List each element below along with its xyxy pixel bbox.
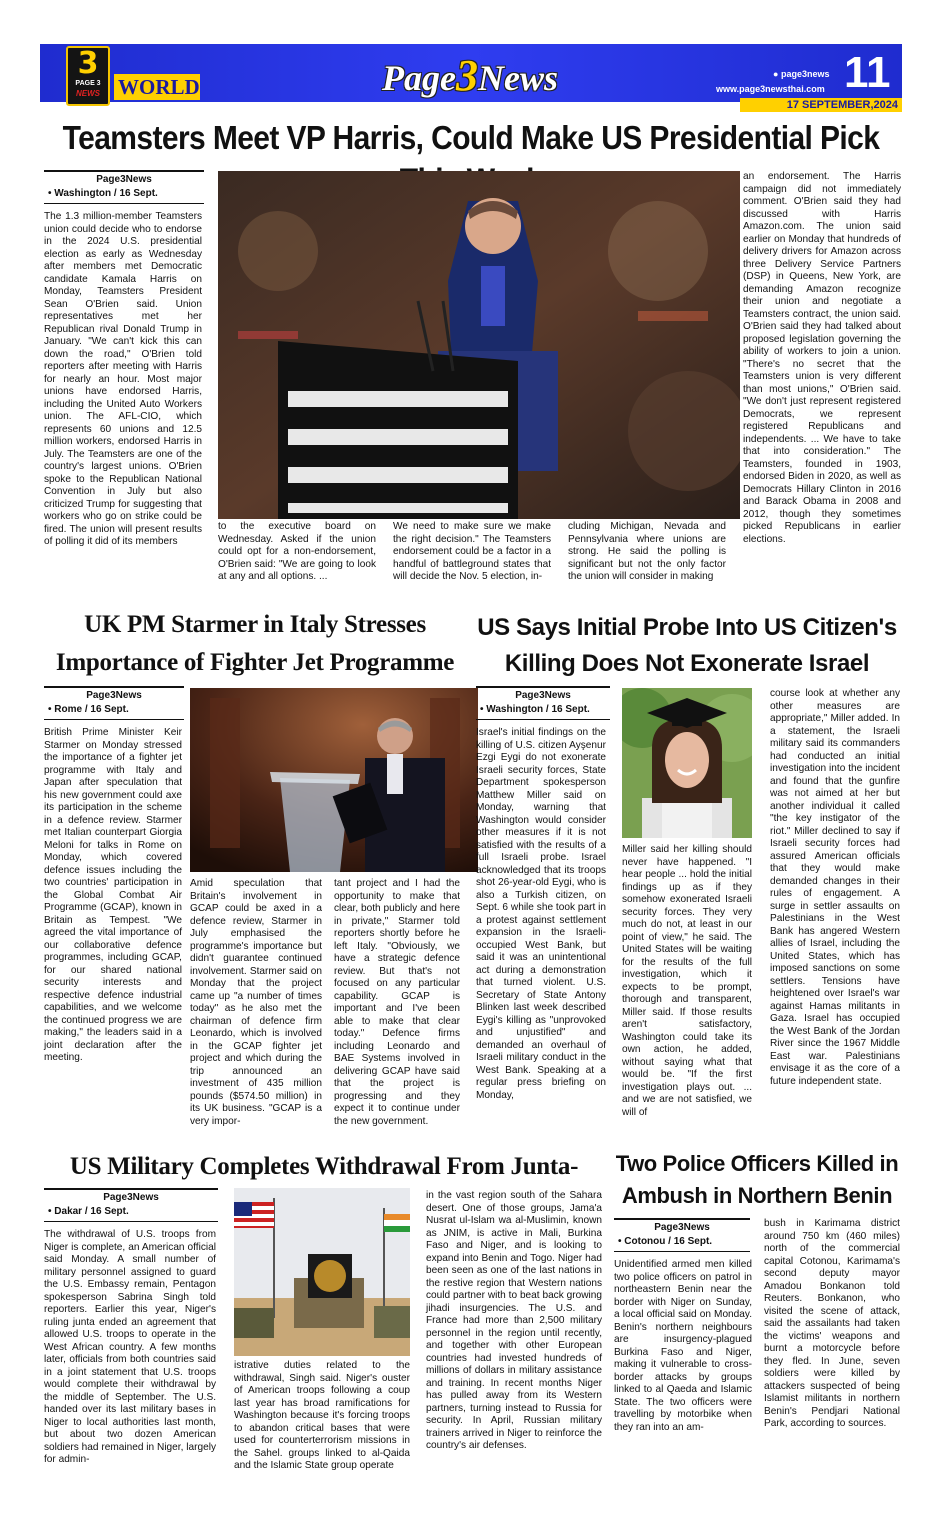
story4-col1: The withdrawal of U.S. troops from Niger is complete, an American official said Monday. A small number of military personnel assigned to guard the U.S. Embassy remain, Pentagon spokesperson Sabrina Singh told reporters. Earlier this year, Niger's ruling junta ended an agreement that allowed U.S. troops to operate in the West African country. A few months later, officials from both countries said in a joint statement that U.S. troops would complete their withdrawal by the middle of September. The U.S. handed over its last military bases in Niger to local authorities last month, but about two dozen American soldiers had remained in Niger, largely for admin- xyxy=(44,1229,216,1465)
facebook-icon: ● xyxy=(773,69,779,79)
story3-col2: Miller said her killing should never have happened. "I hear people ... hold the initial findings up as if they somehow exonerated Israeli security forces. They very much do not, at least in our point of view," he said. The United States will be waiting for the results of the full investigation, which it expects to be prompt, thorough and transparent, Miller said. If those results aren't satisfactory, Washington could take its own action, he added, without saying what that would be. "If the first investigation plays out. ... and we are not satisfied, we will of xyxy=(622,844,752,1118)
story2-agency: Page3News xyxy=(86,690,142,701)
social-text: page3news xyxy=(780,69,830,79)
story4-headline: US Military Completes Withdrawal From Junta- xyxy=(69,1153,579,1180)
story1-headline: Teamsters Meet VP Harris, Could Make US Presidential Pick xyxy=(62,119,880,157)
story1-agency: Page3News xyxy=(96,174,152,185)
story4-photo-flags-base xyxy=(234,1188,410,1356)
brand-num: 3 xyxy=(455,51,478,100)
story2-headline xyxy=(50,606,460,682)
story1-col3: We need to make sure we make the right decision." The Teamsters endorsement could be a factor in a handful of battleground states that will decide the Nov. 5 election, in- xyxy=(393,521,551,582)
story3-photo-graduate-portrait xyxy=(622,688,752,838)
story4-col3: in the vast region south of the Sahara desert. One of those groups, Jama'a Nusrat ul-Islam wa al-Muslimin, known as JNIM, is active in Mali, Burkina Faso and Niger, and is looking to expand into Benin and Togo. Niger had been seen as one of the last nations in the restive region that Western nations could partner with to beat back growing jihadi insurgencies. The U.S. and France had more than 2,500 military personnel in the region until recently, and together with other European countries had invested hundreds of millions of dollars in military assistance and training. In recent months Niger has pulled away from its Western partners, turning instead to Russia for security. In April, Russian military trainers arrived in Niger to reinforce the country's air defenses. xyxy=(426,1190,602,1451)
story4-agency: Page3News xyxy=(103,1192,159,1203)
story4-col2: istrative duties related to the withdrawal, Singh said. Niger's ouster of American troops following a coup last year has broad ramifications for Washington because it's forcing troops to abandon critical bases that were used for counterterrorism missions in the Sahel. groups linked to al-Qaida and the Islamic State group operate xyxy=(234,1360,410,1471)
masthead xyxy=(40,40,902,112)
story1-photo-speaker-podium xyxy=(218,171,740,519)
story5-headline-line2: Ambush in Northern Benin xyxy=(621,1183,893,1208)
brand-title xyxy=(340,50,600,101)
website-url: www.page3newsthai.com xyxy=(716,84,825,94)
story3-headline-line2: Killing Does Not Exonerate Israel xyxy=(504,650,870,677)
story5-col1: Unidentified armed men killed two police officers on patrol in northeastern Benin near the border with Niger on Sunday, a local official said on Monday. Benin's northern neighbours are insurgency-plagued Burkina Faso and Niger, making it vulnerable to cross-border attacks by groups linked to al Qaeda and Islamic State. The two officers were travelling by motorbike when they ran into an am- xyxy=(614,1259,752,1433)
story2-headline-line2: Importance of Fighter Jet Programme xyxy=(55,649,455,676)
story4-dateline: • Dakar / 16 Sept. xyxy=(48,1206,129,1217)
issue-date: 17 SEPTEMBER,2024 xyxy=(740,98,902,112)
story5-headline-line1: Two Police Officers Killed in xyxy=(615,1151,899,1176)
story1-col4: cluding Michigan, Nevada and Pennsylvania where unions are strong. He said the polling is significant but not the only factor the union will consider in making xyxy=(568,521,726,582)
logo-number: 3 xyxy=(77,46,99,81)
logo-line1: PAGE 3 xyxy=(75,80,101,87)
story3-headline-line1: US Says Initial Probe Into US Citizen's xyxy=(477,614,897,641)
story3-headline xyxy=(472,610,902,682)
story1-col1: The 1.3 million-member Teamsters union could decide who to endorse in the 2024 U.S. presidential election as early as Wednesday after members met Democratic candidate Kamala Harris on Monday, Teamsters President Sean O'Brien said. Union representatives met her Republican rival Donald Trump in January. "We can't kick this can down the road," O'Brien told reporters after meeting with Harris for nearly an hour. Most major unions have endorsed Harris, including the United Auto Workers union. The AFL-CIO, which represents 60 unions and 12.5 million workers, endorsed Harris in July. The Teamsters are one of the country's largest unions. O'Brien spoke to the Republican National Convention in July but also criticized Trump for suggesting that workers who go on strike could be fired. The union will present results of polling it did of its members xyxy=(44,211,202,547)
page-number: 11 xyxy=(844,48,891,97)
story5-headline xyxy=(612,1148,902,1212)
story5-agency: Page3News xyxy=(654,1222,710,1233)
story2-dateline: • Rome / 16 Sept. xyxy=(48,704,129,715)
story3-agency: Page3News xyxy=(515,690,571,701)
story5-byline xyxy=(614,1218,750,1252)
story2-col1: British Prime Minister Keir Starmer on Monday stressed the importance of a fighter jet programme with Italy and Japan after speculation that his new government could axe its participation in the scheme in a defence review. Starmer met Italian counterpart Giorgia Meloni for talks in Rome on Monday, which covered defence issues including the two countries' participation in the Global Combat Air Programme (GCAP), known in Britain as Tempest. "We agreed the vital importance of our collaborative defence programmes, including GCAP, for our shared national security interests and respective defence industrial capabilities, and we welcome the continued progress we are making," the leaders said in a joint declaration after the meeting. xyxy=(44,727,182,1063)
brand-right: News xyxy=(477,58,558,98)
story2-photo-starmer-lectern xyxy=(190,688,478,872)
social-handle xyxy=(773,69,829,79)
story4-byline xyxy=(44,1188,218,1222)
story2-byline xyxy=(44,686,184,720)
section-label: WORLD xyxy=(114,74,200,100)
story3-col3: course look at whether any other measures are appropriate," Miller added. In a statement, the Israeli military said its commanders had conducted an initial investigation into the incident and found that the gunfire was not aimed at her but another individual it called "the key instigator of the riot." Miller declined to say if Israeli security forces had assured American officials that they would make demanded changes in their rules of engagement. A surge in settler assaults on Palestinians in the West Bank has angered Western allies of Israel, including the United States, which has imposed sanctions on some settlers. Tensions have heightened over Israel's war against Hamas militants in Gaza. Israel has occupied the West Bank of the Jordan River since the 1967 Middle East war. Palestinians envisage it as the core of a future independent state. xyxy=(770,688,900,1087)
newspaper-page xyxy=(40,40,902,1520)
brand-left: Page xyxy=(382,58,456,98)
story2-col2: Amid speculation that Britain's involvement in GCAP could be axed in a defence review, Starmer in July emphasised the programme's importance but didn't guarantee continued involvement. Starmer said on Monday that the project came up "a number of times today" as he also met the chairman of defence firm Leonardo, which is involved in the GCAP fighter jet project and which during the trip announced an investment of 435 million pounds ($574.50 million) in its UK business. "GCAP is a very impor- xyxy=(190,878,322,1127)
logo-line2: NEWS xyxy=(76,89,100,98)
story1-col2: to the executive board on Wednesday. Asked if the union could opt for a non-endorsement, O'Brien said: "We are going to look at any and all options. ... xyxy=(218,521,376,582)
story1-col5: an endorsement. The Harris campaign did not immediately comment. O'Brien said they had discussed with Harris Amazon.com. The union said earlier on Monday that hundreds of delivery drivers for Amazon across three Delivery Service Partners (DSP) in Queens, New York, are demanding Amazon recognize their union and negotiate a Teamsters contract, the union said. O'Brien said they had talked about proposed legislation governing the ability of workers to join a union. "There's no secret that the Teamsters union is very different than most unions," O'Brien said. "We don't just represent registered Democrats, we represent registered Republicans and independents. ... We have to take that into consideration." The Teamsters, founded in 1903, endorsed Biden in 2020, as well as Democrats Hillary Clinton in 2016 and Barack Obama in 2008 and 2012, though they sometimes picked Republicans in earlier elections. xyxy=(743,171,901,545)
story1-dateline: • Washington / 16 Sept. xyxy=(48,188,158,199)
story1-byline xyxy=(44,170,204,204)
story5-col2: bush in Karimama district around 750 km (460 miles) north of the commercial capital Cotonou, Karimama's second deputy mayor Amadou Bonkanon told Reuters. Bonkanon, who visited the scene of attack, said the assailants had taken the victims' weapons and burnt a motorcycle before they fled. In June, seven soldiers were killed by attackers suspected of being Islamist militants in northern Benin's Pendjari National Park, according to sources. xyxy=(764,1218,900,1429)
page3-logo xyxy=(66,46,110,106)
story5-dateline: • Cotonou / 16 Sept. xyxy=(618,1236,713,1247)
story3-col1: Israel's initial findings on the killing of U.S. citizen Ayşenur Ezgi Eygi do not exonerate Israeli security forces, State Department spokesperson Matthew Miller said on Monday, warning that Washington would consider other measures if it is not satisfied with the results of a full Israeli probe. Israel acknowledged that its troops shot 26-year-old Eygi, who is also a Turkish citizen, on Sept. 6 while she took part in a protest against settlement expansion in the Israeli-occupied West Bank, but said it was an unintentional act during a demonstration that turned violent. U.S. Secretary of State Antony Blinken last week described Eygi's killing as "unprovoked and unjustified" and demanded an overhaul of Israeli military conduct in the West Bank. Speaking at a regular press briefing on Monday, xyxy=(476,727,606,1101)
story2-col3: tant project and I had the opportunity to make that clear, both publicly and here in private," Starmer told reporters shortly before he left Italy. "Obviously, we have a strategic defence review. But that's not focused on any particular capability. GCAP is important and I've been able to make that clear today." Defence firms including Leonardo and BAE Systems involved in delivering GCAP have said that the project is progressing and they expect it to continue under the new government. xyxy=(334,878,460,1127)
story3-dateline: • Washington / 16 Sept. xyxy=(480,704,590,715)
story2-headline-line1: UK PM Starmer in Italy Stresses xyxy=(84,611,426,638)
story3-byline xyxy=(476,686,610,720)
